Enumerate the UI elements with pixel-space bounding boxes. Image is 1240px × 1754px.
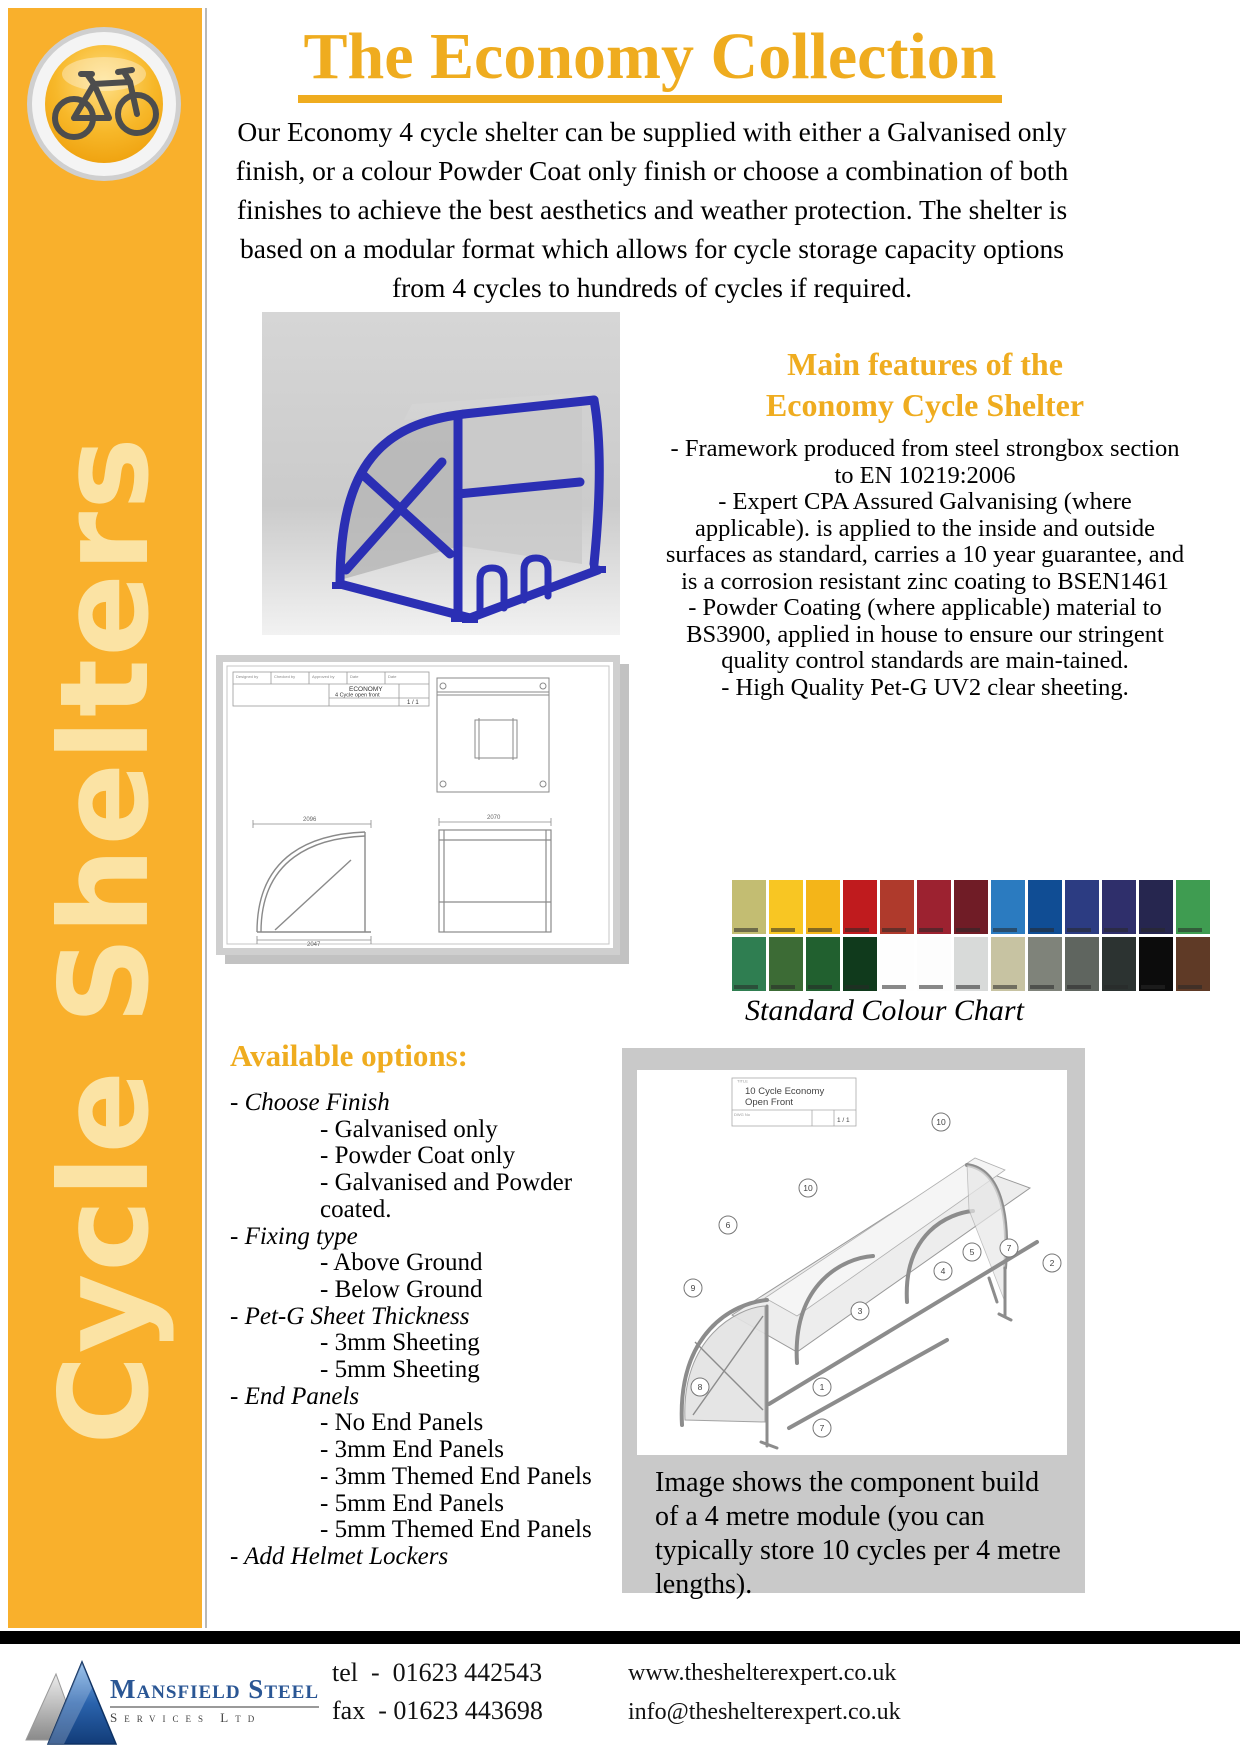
callout-number: 3	[857, 1306, 863, 1316]
colour-chart-caption: Standard Colour Chart	[745, 994, 1024, 1027]
company-name: Mansfield Steel	[110, 1674, 319, 1708]
bicycle-icon	[24, 24, 184, 184]
colour-swatch	[769, 937, 803, 991]
page-title	[215, 22, 1085, 103]
colour-swatch	[1028, 880, 1062, 934]
colour-swatch	[1028, 937, 1062, 991]
technical-drawing-10cycle	[637, 1070, 1067, 1455]
colour-swatch	[843, 937, 877, 991]
colour-swatch	[1102, 880, 1136, 934]
option-group-label: - End Panels	[230, 1382, 360, 1410]
colour-swatch	[1065, 880, 1099, 934]
sidebar-edge-line	[205, 8, 207, 1628]
fax-number: 01623 443698	[393, 1696, 543, 1725]
option-item: - 5mm Themed End Panels	[320, 1516, 592, 1544]
options-list	[230, 1090, 610, 1571]
option-item: - 5mm End Panels	[320, 1489, 505, 1517]
email-link[interactable]: info@theshelterexpert.co.uk	[628, 1699, 901, 1725]
option-group-label: - Fixing type	[230, 1222, 358, 1250]
footer	[0, 1644, 1240, 1754]
colour-swatch	[917, 880, 951, 934]
callout-number: 1	[819, 1382, 825, 1392]
company-subtitle: Services Ltd	[110, 1710, 262, 1725]
option-item: - Galvanised and Powder coated.	[320, 1169, 573, 1223]
option-item: - No End Panels	[320, 1409, 484, 1437]
features-section	[660, 344, 1190, 701]
mansfield-steel-logo-text	[110, 1674, 340, 1726]
option-item: - 3mm End Panels	[320, 1436, 505, 1464]
colour-swatch	[843, 880, 877, 934]
feature-item: - Framework produced from steel strongbox section to EN 10219:2006	[670, 435, 1180, 489]
tel-number: 01623 442543	[392, 1658, 543, 1687]
svg-text:DWG No: DWG No	[734, 1112, 750, 1117]
colour-swatch	[917, 937, 951, 991]
colour-swatch	[954, 937, 988, 991]
option-item: - Powder Coat only	[320, 1142, 516, 1170]
dim-front-width: 2070	[487, 815, 501, 821]
footer-divider-bar	[0, 1631, 1240, 1644]
colour-swatch	[1102, 937, 1136, 991]
intro-paragraph: Our Economy 4 cycle shelter can be supplied with either a Galvanised only finish, or a colour Powder Coat only finish or choose a combination of both finishes to achieve the best aesthetics and weather protection. The shelter is based on a modular format which allows for cycle storage capacity options from 4 cycles to hundreds of cycles if required.	[235, 116, 1069, 303]
colour-swatch	[769, 880, 803, 934]
colour-swatch	[732, 880, 766, 934]
colour-swatch	[991, 937, 1025, 991]
drawing10-title2: Open Front	[745, 1097, 794, 1108]
colour-swatch	[954, 880, 988, 934]
options-heading: Available options:	[230, 1038, 468, 1073]
option-item: - 5mm Sheeting	[320, 1356, 480, 1384]
callout-number: 2	[1049, 1258, 1055, 1268]
dim-side-width: 2096	[303, 817, 317, 823]
feature-item: - Expert CPA Assured Galvanising (where applicable). is applied to the inside and outside surfaces as standard, carries a 10 year guarantee, and is a corrosion resistant zinc coating to BSEN1461	[665, 488, 1185, 595]
drawing10-title1: 10 Cycle Economy	[745, 1086, 825, 1097]
footer-web-block	[628, 1660, 901, 1738]
colour-chart	[732, 880, 1210, 994]
callout-number: 10	[803, 1183, 813, 1193]
svg-text:TITLE: TITLE	[737, 1078, 748, 1084]
colour-swatch	[880, 880, 914, 934]
option-item: - 3mm Themed End Panels	[320, 1462, 592, 1490]
callout-number: 9	[690, 1283, 696, 1293]
colour-swatch	[806, 880, 840, 934]
technical-drawing-4cycle	[216, 655, 620, 955]
svg-text:Date: Date	[388, 674, 397, 679]
svg-text:Designed by: Designed by	[236, 674, 259, 679]
drawing10-sheet: 1 / 1	[837, 1117, 850, 1124]
fax-line: fax - 01623 443698	[332, 1696, 543, 1725]
callout-number: 5	[969, 1247, 975, 1257]
colour-chart-row1	[732, 880, 1210, 934]
tel-line: tel - 01623 442543	[332, 1658, 543, 1687]
svg-text:Checked by: Checked by	[274, 674, 296, 679]
drawing4-title1: ECONOMY	[349, 686, 383, 693]
callout-number: 7	[819, 1423, 825, 1433]
option-group-label: - Add Helmet Lockers	[230, 1542, 449, 1570]
callout-number: 8	[697, 1382, 703, 1392]
option-item: - Below Ground	[320, 1275, 483, 1303]
option-item: - Galvanised only	[320, 1115, 498, 1143]
dim-side-base: 2047	[307, 942, 321, 948]
drawing4-sheet: 1 / 1	[407, 700, 419, 706]
callout-number: 7	[1006, 1243, 1012, 1253]
footer-phone-block	[332, 1658, 543, 1734]
colour-swatch	[991, 880, 1025, 934]
colour-swatch	[1176, 937, 1210, 991]
module-caption: Image shows the component build of a 4 metre module (you can typically store 10 cycles per 4 metre lengths).	[655, 1467, 1061, 1600]
callout-number: 6	[725, 1220, 731, 1230]
svg-text:Date: Date	[350, 674, 359, 679]
colour-swatch	[806, 937, 840, 991]
option-group-label: - Pet-G Sheet Thickness	[230, 1302, 470, 1330]
colour-chart-row2	[732, 937, 1210, 991]
colour-swatch	[1139, 937, 1173, 991]
colour-swatch	[1176, 880, 1210, 934]
mansfield-steel-logo-icon	[22, 1656, 122, 1748]
page-title-text: The Economy Collection	[298, 22, 1003, 103]
callout-number: 10	[936, 1117, 946, 1127]
option-group-label: - Choose Finish	[230, 1089, 390, 1116]
features-heading: Main features of the Economy Cycle Shelter	[765, 346, 1085, 423]
drawing4-title2: 4 Cycle open front	[335, 692, 380, 699]
module-build-panel	[622, 1048, 1085, 1600]
callout-number: 4	[940, 1266, 946, 1276]
option-item: - Above Ground	[320, 1249, 483, 1277]
website-link[interactable]: www.theshelterexpert.co.uk	[628, 1660, 897, 1686]
option-item: - 3mm Sheeting	[320, 1329, 480, 1357]
feature-item: - Powder Coating (where applicable) material to BS3900, applied in house to ensure our stringent quality control standards are main-tained.	[686, 594, 1164, 674]
colour-swatch	[732, 937, 766, 991]
svg-text:Approved by: Approved by	[312, 674, 335, 679]
sidebar-vertical-title: Cycle Shelters	[34, 435, 176, 1445]
colour-swatch	[880, 937, 914, 991]
colour-swatch	[1139, 880, 1173, 934]
colour-swatch	[1065, 937, 1099, 991]
shelter-3d-image	[262, 312, 620, 635]
features-list	[660, 436, 1190, 701]
feature-item: - High Quality Pet-G UV2 clear sheeting.	[721, 673, 1129, 701]
